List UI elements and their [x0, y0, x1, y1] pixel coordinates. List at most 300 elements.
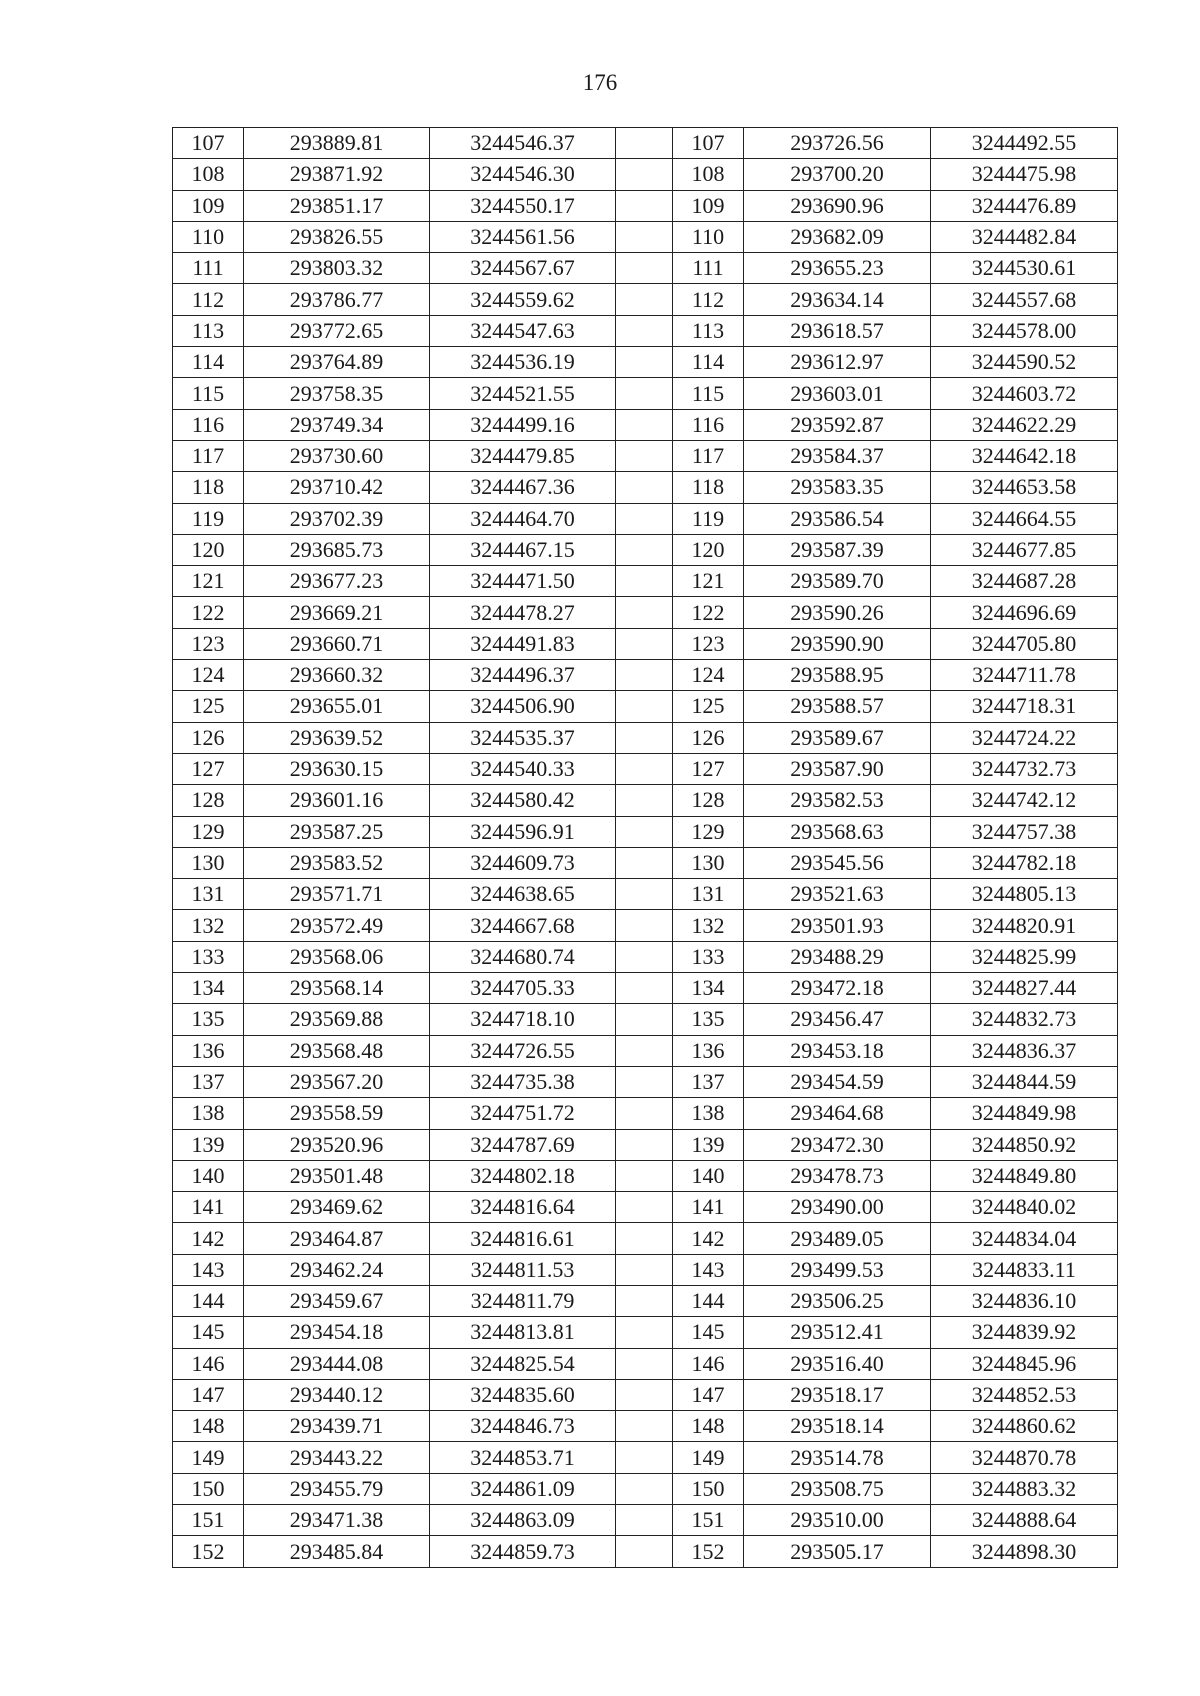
table-row — [173, 1066, 1118, 1097]
left-x-coordinate-cell: 293471.38 — [244, 1505, 430, 1536]
left-point-number-cell: 130 — [173, 847, 244, 878]
right-point-number-cell: 135 — [673, 1004, 744, 1035]
right-x-coordinate-cell: 293587.39 — [744, 534, 931, 565]
right-x-coordinate-cell: 293612.97 — [744, 347, 931, 378]
column-gap-cell — [616, 1285, 673, 1316]
left-y-coordinate-cell: 3244561.56 — [430, 221, 616, 252]
table-row — [173, 190, 1118, 221]
right-point-number-cell: 107 — [673, 128, 744, 159]
right-point-number-cell: 140 — [673, 1160, 744, 1191]
table-row — [173, 1098, 1118, 1129]
column-gap-cell — [616, 941, 673, 972]
right-point-number-cell: 150 — [673, 1473, 744, 1504]
table-row — [173, 785, 1118, 816]
table-row — [173, 566, 1118, 597]
right-point-number-cell: 118 — [673, 472, 744, 503]
left-x-coordinate-cell: 293851.17 — [244, 190, 430, 221]
column-gap-cell — [616, 753, 673, 784]
right-y-coordinate-cell: 3244888.64 — [931, 1505, 1118, 1536]
column-gap-cell — [616, 973, 673, 1004]
left-point-number-cell: 149 — [173, 1442, 244, 1473]
right-y-coordinate-cell: 3244590.52 — [931, 347, 1118, 378]
left-y-coordinate-cell: 3244580.42 — [430, 785, 616, 816]
table-row — [173, 941, 1118, 972]
column-gap-cell — [616, 1536, 673, 1567]
table-row — [173, 1223, 1118, 1254]
table-row — [173, 1129, 1118, 1160]
right-x-coordinate-cell: 293587.90 — [744, 753, 931, 784]
column-gap-cell — [616, 1004, 673, 1035]
table-row — [173, 1035, 1118, 1066]
table-row — [173, 1473, 1118, 1504]
left-y-coordinate-cell: 3244835.60 — [430, 1379, 616, 1410]
right-y-coordinate-cell: 3244883.32 — [931, 1473, 1118, 1504]
left-point-number-cell: 108 — [173, 159, 244, 190]
left-point-number-cell: 122 — [173, 597, 244, 628]
table-row — [173, 973, 1118, 1004]
table-row — [173, 660, 1118, 691]
right-x-coordinate-cell: 293518.17 — [744, 1379, 931, 1410]
right-point-number-cell: 132 — [673, 910, 744, 941]
right-x-coordinate-cell: 293726.56 — [744, 128, 931, 159]
left-y-coordinate-cell: 3244467.36 — [430, 472, 616, 503]
right-y-coordinate-cell: 3244476.89 — [931, 190, 1118, 221]
right-point-number-cell: 121 — [673, 566, 744, 597]
left-point-number-cell: 152 — [173, 1536, 244, 1567]
left-x-coordinate-cell: 293568.48 — [244, 1035, 430, 1066]
right-y-coordinate-cell: 3244492.55 — [931, 128, 1118, 159]
left-point-number-cell: 112 — [173, 284, 244, 315]
left-x-coordinate-cell: 293454.18 — [244, 1317, 430, 1348]
left-point-number-cell: 109 — [173, 190, 244, 221]
right-x-coordinate-cell: 293464.68 — [744, 1098, 931, 1129]
right-x-coordinate-cell: 293490.00 — [744, 1192, 931, 1223]
left-y-coordinate-cell: 3244536.19 — [430, 347, 616, 378]
right-y-coordinate-cell: 3244839.92 — [931, 1317, 1118, 1348]
left-y-coordinate-cell: 3244787.69 — [430, 1129, 616, 1160]
right-point-number-cell: 120 — [673, 534, 744, 565]
left-x-coordinate-cell: 293558.59 — [244, 1098, 430, 1129]
left-y-coordinate-cell: 3244596.91 — [430, 816, 616, 847]
table-row — [173, 472, 1118, 503]
right-y-coordinate-cell: 3244482.84 — [931, 221, 1118, 252]
left-y-coordinate-cell: 3244813.81 — [430, 1317, 616, 1348]
left-x-coordinate-cell: 293462.24 — [244, 1254, 430, 1285]
right-point-number-cell: 151 — [673, 1505, 744, 1536]
right-x-coordinate-cell: 293588.57 — [744, 691, 931, 722]
right-point-number-cell: 123 — [673, 628, 744, 659]
right-point-number-cell: 119 — [673, 503, 744, 534]
left-x-coordinate-cell: 293439.71 — [244, 1411, 430, 1442]
right-point-number-cell: 148 — [673, 1411, 744, 1442]
left-y-coordinate-cell: 3244547.63 — [430, 315, 616, 346]
left-point-number-cell: 146 — [173, 1348, 244, 1379]
table-row — [173, 1536, 1118, 1567]
left-y-coordinate-cell: 3244467.15 — [430, 534, 616, 565]
right-point-number-cell: 115 — [673, 378, 744, 409]
column-gap-cell — [616, 347, 673, 378]
table-row — [173, 1254, 1118, 1285]
right-point-number-cell: 152 — [673, 1536, 744, 1567]
left-point-number-cell: 118 — [173, 472, 244, 503]
right-x-coordinate-cell: 293456.47 — [744, 1004, 931, 1035]
right-x-coordinate-cell: 293512.41 — [744, 1317, 931, 1348]
right-y-coordinate-cell: 3244834.04 — [931, 1223, 1118, 1254]
column-gap-cell — [616, 910, 673, 941]
left-x-coordinate-cell: 293758.35 — [244, 378, 430, 409]
right-point-number-cell: 113 — [673, 315, 744, 346]
right-y-coordinate-cell: 3244827.44 — [931, 973, 1118, 1004]
right-y-coordinate-cell: 3244724.22 — [931, 722, 1118, 753]
column-gap-cell — [616, 1473, 673, 1504]
table-row — [173, 1505, 1118, 1536]
right-y-coordinate-cell: 3244530.61 — [931, 253, 1118, 284]
column-gap-cell — [616, 722, 673, 753]
left-point-number-cell: 133 — [173, 941, 244, 972]
column-gap-cell — [616, 284, 673, 315]
column-gap-cell — [616, 785, 673, 816]
table-row — [173, 816, 1118, 847]
column-gap-cell — [616, 1317, 673, 1348]
table-row — [173, 628, 1118, 659]
table-row — [173, 253, 1118, 284]
right-y-coordinate-cell: 3244757.38 — [931, 816, 1118, 847]
right-x-coordinate-cell: 293655.23 — [744, 253, 931, 284]
left-y-coordinate-cell: 3244559.62 — [430, 284, 616, 315]
left-x-coordinate-cell: 293444.08 — [244, 1348, 430, 1379]
left-x-coordinate-cell: 293485.84 — [244, 1536, 430, 1567]
table-row — [173, 910, 1118, 941]
right-x-coordinate-cell: 293568.63 — [744, 816, 931, 847]
left-point-number-cell: 120 — [173, 534, 244, 565]
left-x-coordinate-cell: 293587.25 — [244, 816, 430, 847]
table-row — [173, 879, 1118, 910]
left-point-number-cell: 126 — [173, 722, 244, 753]
right-y-coordinate-cell: 3244820.91 — [931, 910, 1118, 941]
column-gap-cell — [616, 1098, 673, 1129]
column-gap-cell — [616, 440, 673, 471]
left-y-coordinate-cell: 3244496.37 — [430, 660, 616, 691]
right-x-coordinate-cell: 293590.26 — [744, 597, 931, 628]
right-x-coordinate-cell: 293586.54 — [744, 503, 931, 534]
right-point-number-cell: 138 — [673, 1098, 744, 1129]
column-gap-cell — [616, 1505, 673, 1536]
column-gap-cell — [616, 1379, 673, 1410]
left-point-number-cell: 138 — [173, 1098, 244, 1129]
page-number: 176 — [582, 70, 618, 95]
table-row — [173, 1317, 1118, 1348]
left-point-number-cell: 114 — [173, 347, 244, 378]
coordinates-table — [172, 127, 1118, 1568]
left-x-coordinate-cell: 293568.06 — [244, 941, 430, 972]
left-y-coordinate-cell: 3244718.10 — [430, 1004, 616, 1035]
column-gap-cell — [616, 1129, 673, 1160]
right-point-number-cell: 133 — [673, 941, 744, 972]
left-x-coordinate-cell: 293601.16 — [244, 785, 430, 816]
right-point-number-cell: 145 — [673, 1317, 744, 1348]
table-row — [173, 534, 1118, 565]
table-row — [173, 440, 1118, 471]
right-point-number-cell: 109 — [673, 190, 744, 221]
left-x-coordinate-cell: 293685.73 — [244, 534, 430, 565]
left-x-coordinate-cell: 293786.77 — [244, 284, 430, 315]
table-row — [173, 409, 1118, 440]
right-point-number-cell: 131 — [673, 879, 744, 910]
column-gap-cell — [616, 1411, 673, 1442]
left-point-number-cell: 107 — [173, 128, 244, 159]
right-x-coordinate-cell: 293589.67 — [744, 722, 931, 753]
left-y-coordinate-cell: 3244705.33 — [430, 973, 616, 1004]
table-row — [173, 128, 1118, 159]
column-gap-cell — [616, 1035, 673, 1066]
table-row — [173, 597, 1118, 628]
column-gap-cell — [616, 221, 673, 252]
right-y-coordinate-cell: 3244664.55 — [931, 503, 1118, 534]
column-gap-cell — [616, 1442, 673, 1473]
left-point-number-cell: 119 — [173, 503, 244, 534]
right-point-number-cell: 149 — [673, 1442, 744, 1473]
column-gap-cell — [616, 1348, 673, 1379]
left-point-number-cell: 144 — [173, 1285, 244, 1316]
left-point-number-cell: 150 — [173, 1473, 244, 1504]
left-y-coordinate-cell: 3244499.16 — [430, 409, 616, 440]
right-x-coordinate-cell: 293478.73 — [744, 1160, 931, 1191]
left-x-coordinate-cell: 293459.67 — [244, 1285, 430, 1316]
table-row — [173, 1285, 1118, 1316]
right-point-number-cell: 129 — [673, 816, 744, 847]
left-point-number-cell: 137 — [173, 1066, 244, 1097]
left-point-number-cell: 121 — [173, 566, 244, 597]
right-point-number-cell: 147 — [673, 1379, 744, 1410]
left-y-coordinate-cell: 3244853.71 — [430, 1442, 616, 1473]
right-y-coordinate-cell: 3244696.69 — [931, 597, 1118, 628]
column-gap-cell — [616, 816, 673, 847]
right-point-number-cell: 110 — [673, 221, 744, 252]
left-y-coordinate-cell: 3244479.85 — [430, 440, 616, 471]
right-y-coordinate-cell: 3244836.37 — [931, 1035, 1118, 1066]
column-gap-cell — [616, 566, 673, 597]
left-y-coordinate-cell: 3244816.64 — [430, 1192, 616, 1223]
right-x-coordinate-cell: 293590.90 — [744, 628, 931, 659]
table-row — [173, 1348, 1118, 1379]
right-x-coordinate-cell: 293514.78 — [744, 1442, 931, 1473]
left-point-number-cell: 123 — [173, 628, 244, 659]
left-point-number-cell: 151 — [173, 1505, 244, 1536]
right-y-coordinate-cell: 3244844.59 — [931, 1066, 1118, 1097]
right-x-coordinate-cell: 293472.30 — [744, 1129, 931, 1160]
right-y-coordinate-cell: 3244742.12 — [931, 785, 1118, 816]
column-gap-cell — [616, 128, 673, 159]
right-y-coordinate-cell: 3244825.99 — [931, 941, 1118, 972]
table-row — [173, 1411, 1118, 1442]
left-x-coordinate-cell: 293889.81 — [244, 128, 430, 159]
left-x-coordinate-cell: 293871.92 — [244, 159, 430, 190]
left-point-number-cell: 127 — [173, 753, 244, 784]
left-y-coordinate-cell: 3244726.55 — [430, 1035, 616, 1066]
column-gap-cell — [616, 159, 673, 190]
right-y-coordinate-cell: 3244705.80 — [931, 628, 1118, 659]
table-row — [173, 159, 1118, 190]
right-point-number-cell: 137 — [673, 1066, 744, 1097]
column-gap-cell — [616, 503, 673, 534]
left-x-coordinate-cell: 293464.87 — [244, 1223, 430, 1254]
left-x-coordinate-cell: 293501.48 — [244, 1160, 430, 1191]
right-point-number-cell: 122 — [673, 597, 744, 628]
left-point-number-cell: 110 — [173, 221, 244, 252]
left-y-coordinate-cell: 3244506.90 — [430, 691, 616, 722]
right-x-coordinate-cell: 293583.35 — [744, 472, 931, 503]
left-y-coordinate-cell: 3244540.33 — [430, 753, 616, 784]
right-x-coordinate-cell: 293589.70 — [744, 566, 931, 597]
left-x-coordinate-cell: 293583.52 — [244, 847, 430, 878]
right-y-coordinate-cell: 3244732.73 — [931, 753, 1118, 784]
right-y-coordinate-cell: 3244622.29 — [931, 409, 1118, 440]
left-point-number-cell: 136 — [173, 1035, 244, 1066]
right-point-number-cell: 144 — [673, 1285, 744, 1316]
right-point-number-cell: 126 — [673, 722, 744, 753]
left-point-number-cell: 129 — [173, 816, 244, 847]
column-gap-cell — [616, 691, 673, 722]
left-y-coordinate-cell: 3244471.50 — [430, 566, 616, 597]
left-y-coordinate-cell: 3244550.17 — [430, 190, 616, 221]
left-y-coordinate-cell: 3244546.37 — [430, 128, 616, 159]
left-x-coordinate-cell: 293567.20 — [244, 1066, 430, 1097]
left-y-coordinate-cell: 3244667.68 — [430, 910, 616, 941]
right-y-coordinate-cell: 3244677.85 — [931, 534, 1118, 565]
left-point-number-cell: 139 — [173, 1129, 244, 1160]
left-x-coordinate-cell: 293772.65 — [244, 315, 430, 346]
left-point-number-cell: 113 — [173, 315, 244, 346]
right-x-coordinate-cell: 293454.59 — [744, 1066, 931, 1097]
right-x-coordinate-cell: 293508.75 — [744, 1473, 931, 1504]
left-y-coordinate-cell: 3244816.61 — [430, 1223, 616, 1254]
left-point-number-cell: 111 — [173, 253, 244, 284]
right-y-coordinate-cell: 3244840.02 — [931, 1192, 1118, 1223]
right-x-coordinate-cell: 293584.37 — [744, 440, 931, 471]
right-x-coordinate-cell: 293634.14 — [744, 284, 931, 315]
left-y-coordinate-cell: 3244735.38 — [430, 1066, 616, 1097]
left-point-number-cell: 141 — [173, 1192, 244, 1223]
left-point-number-cell: 147 — [173, 1379, 244, 1410]
left-y-coordinate-cell: 3244567.67 — [430, 253, 616, 284]
right-x-coordinate-cell: 293518.14 — [744, 1411, 931, 1442]
column-gap-cell — [616, 472, 673, 503]
left-y-coordinate-cell: 3244464.70 — [430, 503, 616, 534]
right-y-coordinate-cell: 3244805.13 — [931, 879, 1118, 910]
left-x-coordinate-cell: 293803.32 — [244, 253, 430, 284]
right-y-coordinate-cell: 3244852.53 — [931, 1379, 1118, 1410]
left-x-coordinate-cell: 293520.96 — [244, 1129, 430, 1160]
right-x-coordinate-cell: 293501.93 — [744, 910, 931, 941]
left-y-coordinate-cell: 3244811.53 — [430, 1254, 616, 1285]
left-x-coordinate-cell: 293677.23 — [244, 566, 430, 597]
right-point-number-cell: 136 — [673, 1035, 744, 1066]
right-y-coordinate-cell: 3244833.11 — [931, 1254, 1118, 1285]
column-gap-cell — [616, 628, 673, 659]
right-x-coordinate-cell: 293700.20 — [744, 159, 931, 190]
left-x-coordinate-cell: 293660.32 — [244, 660, 430, 691]
right-y-coordinate-cell: 3244850.92 — [931, 1129, 1118, 1160]
right-y-coordinate-cell: 3244642.18 — [931, 440, 1118, 471]
left-y-coordinate-cell: 3244609.73 — [430, 847, 616, 878]
left-y-coordinate-cell: 3244825.54 — [430, 1348, 616, 1379]
left-x-coordinate-cell: 293660.71 — [244, 628, 430, 659]
left-x-coordinate-cell: 293469.62 — [244, 1192, 430, 1223]
left-y-coordinate-cell: 3244846.73 — [430, 1411, 616, 1442]
right-point-number-cell: 116 — [673, 409, 744, 440]
right-x-coordinate-cell: 293582.53 — [744, 785, 931, 816]
column-gap-cell — [616, 409, 673, 440]
left-point-number-cell: 135 — [173, 1004, 244, 1035]
column-gap-cell — [616, 879, 673, 910]
right-x-coordinate-cell: 293690.96 — [744, 190, 931, 221]
right-y-coordinate-cell: 3244870.78 — [931, 1442, 1118, 1473]
right-x-coordinate-cell: 293499.53 — [744, 1254, 931, 1285]
right-y-coordinate-cell: 3244718.31 — [931, 691, 1118, 722]
right-x-coordinate-cell: 293592.87 — [744, 409, 931, 440]
table-row — [173, 1379, 1118, 1410]
left-y-coordinate-cell: 3244478.27 — [430, 597, 616, 628]
left-x-coordinate-cell: 293630.15 — [244, 753, 430, 784]
table-row — [173, 1442, 1118, 1473]
right-point-number-cell: 143 — [673, 1254, 744, 1285]
column-gap-cell — [616, 1066, 673, 1097]
right-y-coordinate-cell: 3244832.73 — [931, 1004, 1118, 1035]
column-gap-cell — [616, 847, 673, 878]
column-gap-cell — [616, 190, 673, 221]
left-y-coordinate-cell: 3244861.09 — [430, 1473, 616, 1504]
right-x-coordinate-cell: 293510.00 — [744, 1505, 931, 1536]
left-point-number-cell: 131 — [173, 879, 244, 910]
left-y-coordinate-cell: 3244491.83 — [430, 628, 616, 659]
right-point-number-cell: 117 — [673, 440, 744, 471]
column-gap-cell — [616, 1160, 673, 1191]
column-gap-cell — [616, 597, 673, 628]
left-point-number-cell: 140 — [173, 1160, 244, 1191]
table-row — [173, 221, 1118, 252]
right-y-coordinate-cell: 3244836.10 — [931, 1285, 1118, 1316]
left-point-number-cell: 142 — [173, 1223, 244, 1254]
table-row — [173, 722, 1118, 753]
right-x-coordinate-cell: 293516.40 — [744, 1348, 931, 1379]
left-y-coordinate-cell: 3244751.72 — [430, 1098, 616, 1129]
right-y-coordinate-cell: 3244475.98 — [931, 159, 1118, 190]
right-y-coordinate-cell: 3244860.62 — [931, 1411, 1118, 1442]
right-x-coordinate-cell: 293682.09 — [744, 221, 931, 252]
right-y-coordinate-cell: 3244898.30 — [931, 1536, 1118, 1567]
right-point-number-cell: 128 — [673, 785, 744, 816]
table-row — [173, 284, 1118, 315]
right-point-number-cell: 146 — [673, 1348, 744, 1379]
left-point-number-cell: 145 — [173, 1317, 244, 1348]
left-x-coordinate-cell: 293730.60 — [244, 440, 430, 471]
right-y-coordinate-cell: 3244849.98 — [931, 1098, 1118, 1129]
column-gap-cell — [616, 315, 673, 346]
right-point-number-cell: 139 — [673, 1129, 744, 1160]
left-x-coordinate-cell: 293764.89 — [244, 347, 430, 378]
right-x-coordinate-cell: 293489.05 — [744, 1223, 931, 1254]
table-row — [173, 691, 1118, 722]
left-y-coordinate-cell: 3244535.37 — [430, 722, 616, 753]
right-point-number-cell: 141 — [673, 1192, 744, 1223]
left-y-coordinate-cell: 3244863.09 — [430, 1505, 616, 1536]
right-point-number-cell: 142 — [673, 1223, 744, 1254]
table-row — [173, 503, 1118, 534]
right-point-number-cell: 112 — [673, 284, 744, 315]
right-y-coordinate-cell: 3244711.78 — [931, 660, 1118, 691]
right-y-coordinate-cell: 3244845.96 — [931, 1348, 1118, 1379]
table-row — [173, 1192, 1118, 1223]
